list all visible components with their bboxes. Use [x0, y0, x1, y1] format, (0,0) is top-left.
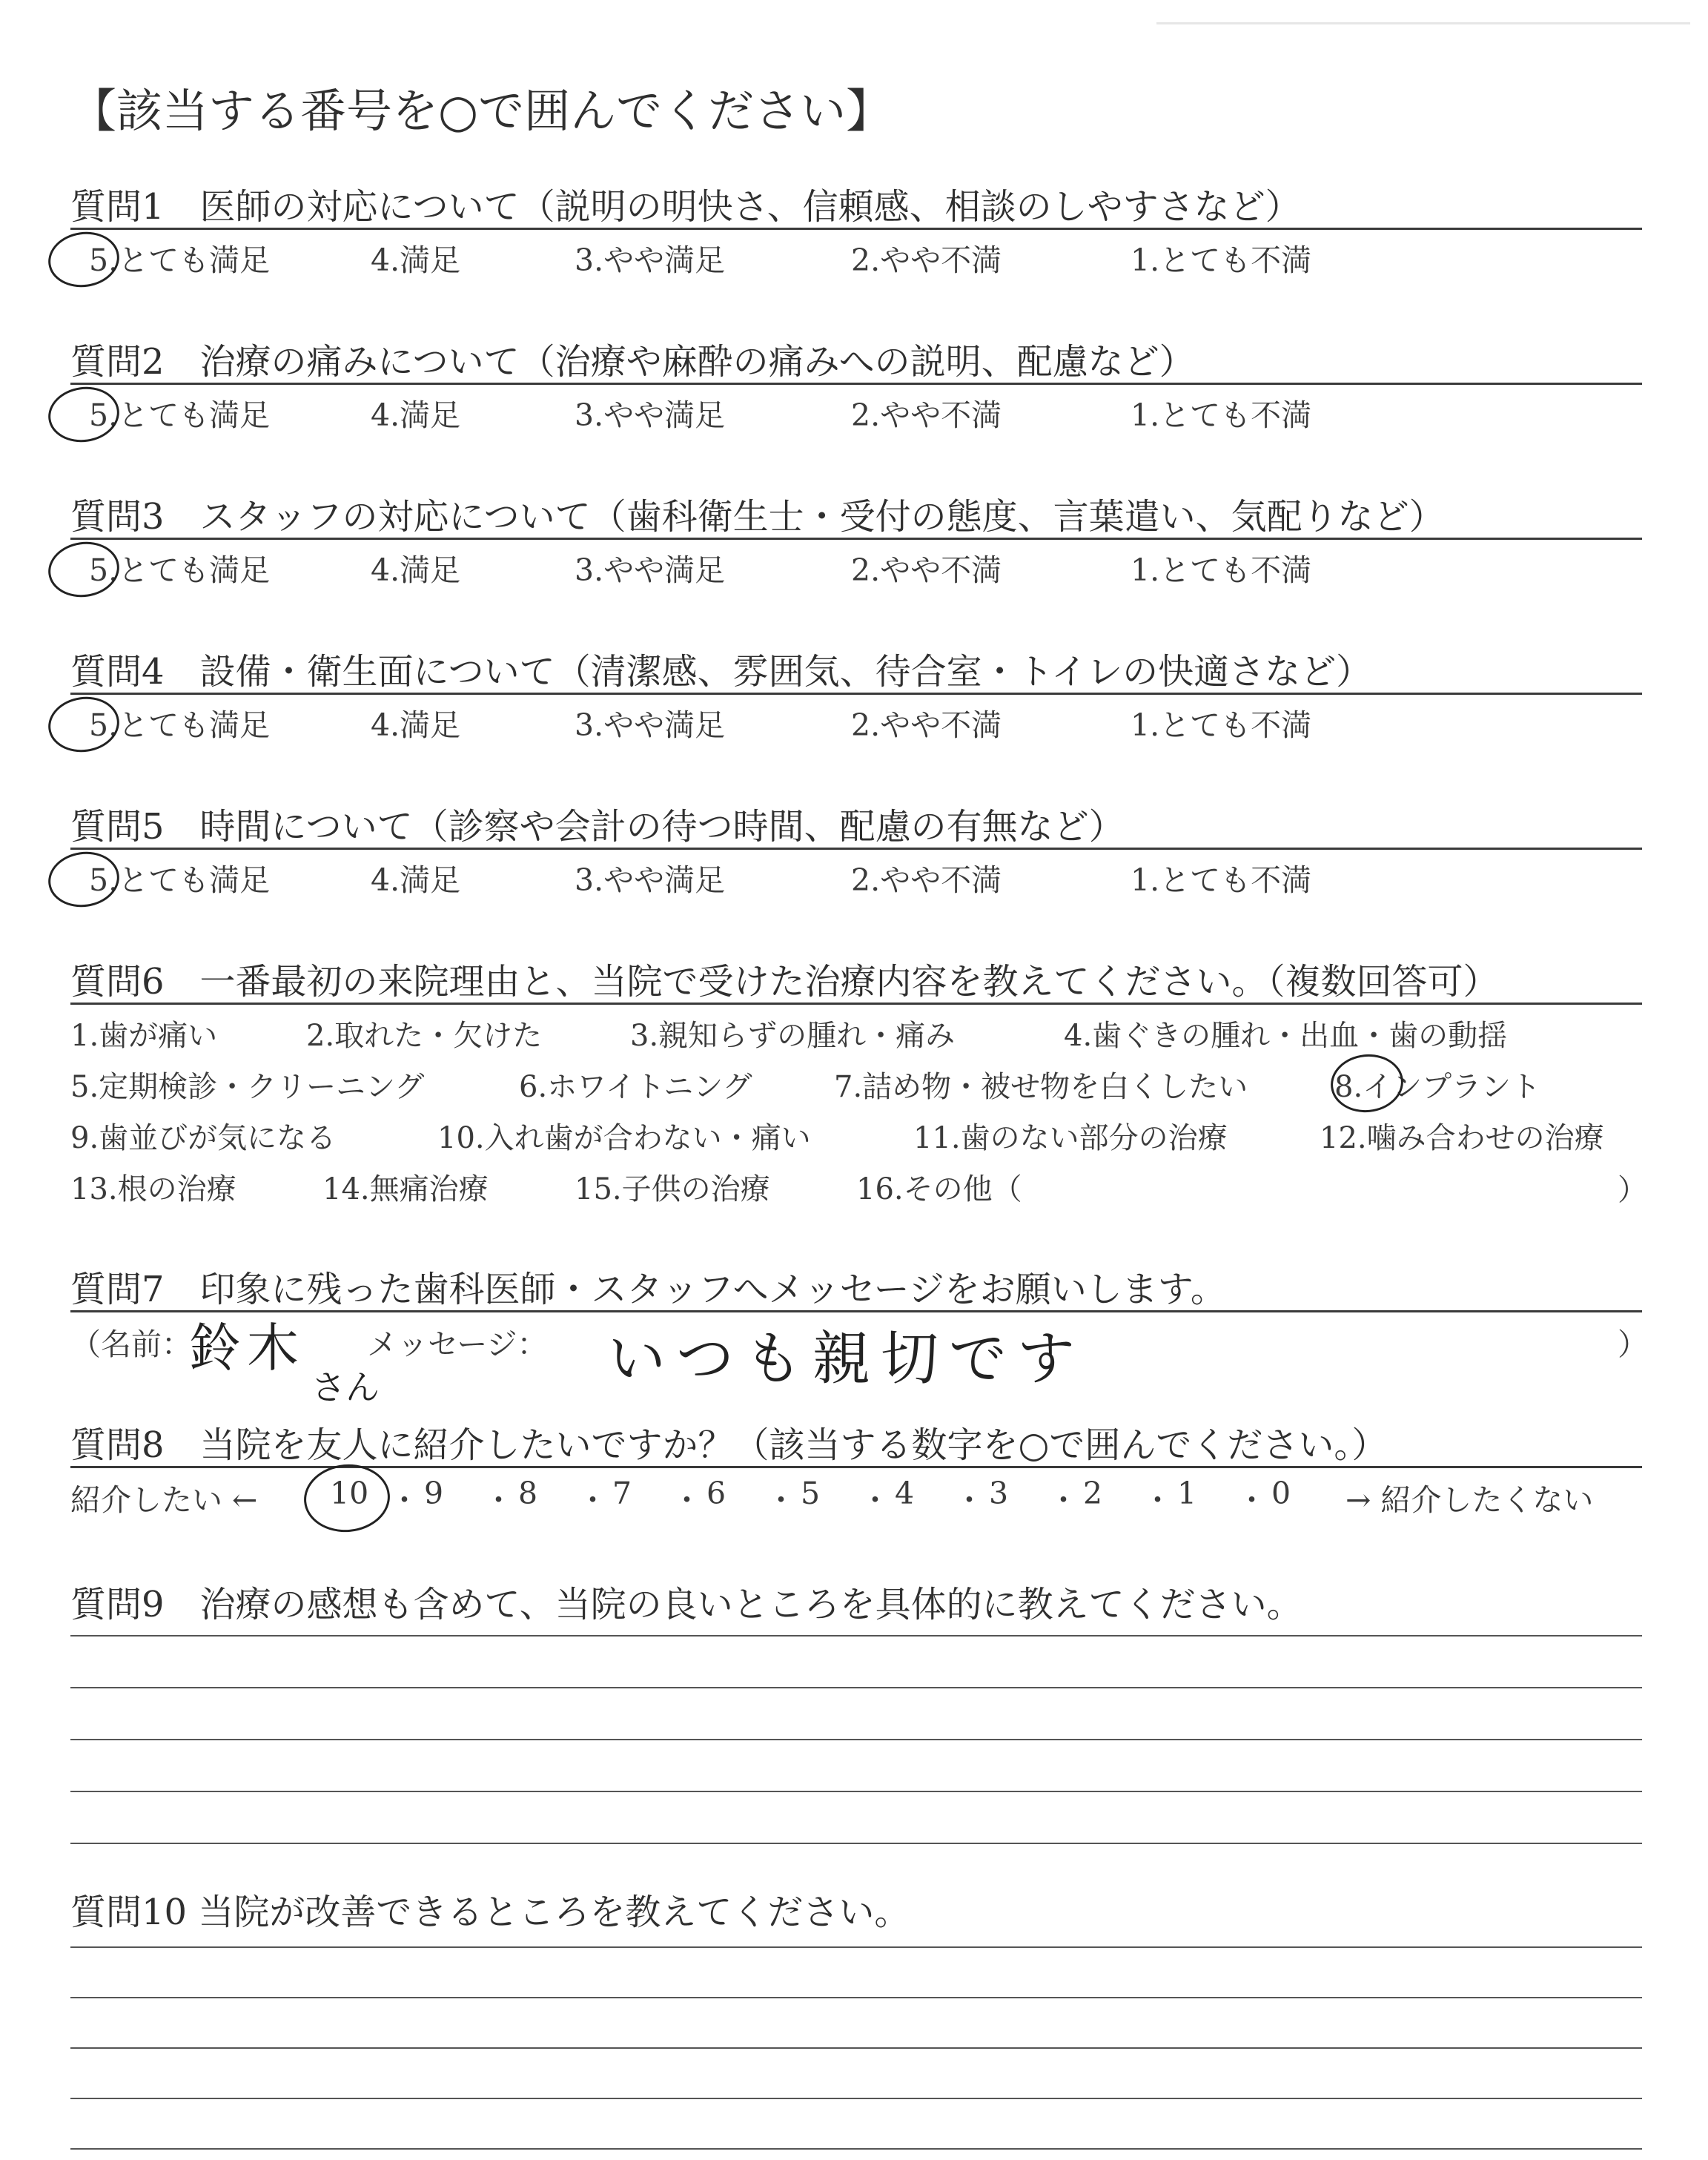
q6-option-8: 8.インプラント — [1334, 1070, 1541, 1104]
q10-answer-line — [70, 1946, 1642, 1948]
q7-message-label: メッセージ： — [367, 1327, 548, 1362]
q10-answer-line — [70, 1997, 1642, 1998]
q4-option-1: 1.とても不満 — [1131, 707, 1312, 743]
q8-scale-dot: ・ — [954, 1482, 984, 1518]
q3-option-5: 5.とても満足 — [89, 552, 271, 588]
q6-option-1: 1.歯が痛い — [70, 1019, 218, 1053]
q8-left-label: 紹介したい ← — [70, 1482, 258, 1518]
q7-name-handwritten: 鈴木 — [189, 1318, 305, 1378]
q6-option-13: 13.根の治療 — [70, 1172, 236, 1206]
q2-option-2: 2.やや不満 — [851, 397, 1002, 433]
q8-scale-5: 5 — [801, 1476, 821, 1511]
q4-option-5: 5.とても満足 — [89, 707, 271, 743]
q8-scale-dot: ・ — [1237, 1482, 1267, 1518]
q8-scale-10: 10 — [330, 1476, 369, 1511]
q7-name-suffix-handwritten: さん — [311, 1367, 380, 1407]
q9-answer-line — [70, 1791, 1642, 1792]
q10-title: 質問10 当院が改善できるところを教えてください。 — [70, 1892, 910, 1933]
q2-option-1: 1.とても不満 — [1131, 397, 1312, 433]
q8-scale-1: 1 — [1177, 1476, 1197, 1511]
q6-option-14: 14.無痛治療 — [322, 1172, 489, 1206]
q6-rule — [70, 1003, 1642, 1005]
q7-message-handwritten: いつも親切です — [608, 1326, 1086, 1393]
q8-scale-dot: ・ — [672, 1482, 702, 1518]
q6-option-7: 7.詰め物・被せ物を白くしたい — [834, 1070, 1248, 1104]
q6-other-close-paren: ） — [1618, 1173, 1647, 1207]
q6-option-3: 3.親知らずの腫れ・痛み — [630, 1019, 956, 1053]
q8-scale-0: 0 — [1271, 1476, 1291, 1511]
q8-scale-dot: ・ — [577, 1482, 608, 1518]
page-title: 【該当する番号を○で囲んでください】 — [70, 84, 893, 138]
scan-edge-line — [1156, 22, 1690, 24]
q3-title: 質問3 スタッフの対応について（歯科衛生士・受付の態度、言葉遣い、気配りなど） — [70, 496, 1445, 538]
q6-title: 質問6 一番最初の来院理由と、当院で受けた治療内容を教えてください。（複数回答可） — [70, 961, 1499, 1003]
q1-option-4: 4.満足 — [371, 242, 461, 278]
q8-scale-dot: ・ — [1048, 1482, 1079, 1518]
q3-option-1: 1.とても不満 — [1131, 552, 1312, 588]
q6-option-10: 10.入れ歯が合わない・痛い — [437, 1121, 811, 1155]
q1-option-1: 1.とても不満 — [1131, 242, 1312, 278]
q10-answer-line — [70, 2098, 1642, 2099]
q8-scale-8: 8 — [518, 1476, 538, 1511]
q4-rule — [70, 693, 1642, 695]
q2-option-4: 4.満足 — [371, 397, 461, 433]
q1-option-3: 3.やや満足 — [575, 242, 726, 278]
q6-option-5: 5.定期検診・クリーニング — [70, 1070, 425, 1104]
q6-selected-circle — [1328, 1051, 1406, 1116]
q5-option-3: 3.やや満足 — [575, 862, 726, 898]
q8-scale-2: 2 — [1083, 1476, 1103, 1511]
q8-scale-dot: ・ — [1142, 1482, 1173, 1518]
q7-name-label: （名前： — [70, 1327, 192, 1362]
q8-scale-6: 6 — [706, 1476, 726, 1511]
q4-option-4: 4.満足 — [371, 707, 461, 743]
q8-scale-dot: ・ — [389, 1482, 420, 1518]
q9-answer-line — [70, 1739, 1642, 1740]
q9-answer-line — [70, 1635, 1642, 1636]
q4-option-2: 2.やや不満 — [851, 707, 1002, 743]
q3-option-2: 2.やや不満 — [851, 552, 1002, 588]
q1-option-5: 5.とても満足 — [89, 242, 271, 278]
q6-option-2: 2.取れた・欠けた — [306, 1019, 543, 1053]
q6-option-12: 12.噛み合わせの治療 — [1320, 1121, 1604, 1155]
q2-title: 質問2 治療の痛みについて（治療や麻酔の痛みへの説明、配慮など） — [70, 341, 1195, 383]
q5-option-2: 2.やや不満 — [851, 862, 1002, 898]
q3-rule — [70, 538, 1642, 540]
q8-selected-circle — [301, 1461, 392, 1536]
q8-scale-4: 4 — [895, 1476, 915, 1511]
q1-title: 質問1 医師の対応について（説明の明快さ、信頼感、相談のしやすさなど） — [70, 186, 1301, 228]
q8-scale-dot: ・ — [766, 1482, 796, 1518]
q6-option-6: 6.ホワイトニング — [519, 1070, 752, 1104]
q10-answer-line — [70, 2148, 1642, 2150]
q5-option-5: 5.とても満足 — [89, 862, 271, 898]
q1-rule — [70, 228, 1642, 230]
q8-scale-3: 3 — [989, 1476, 1009, 1511]
q2-option-5: 5.とても満足 — [89, 397, 271, 433]
q8-right-label: → 紹介したくない — [1345, 1482, 1594, 1518]
q8-scale-7: 7 — [612, 1476, 632, 1511]
q5-title: 質問5 時間について（診察や会計の待つ時間、配慮の有無など） — [70, 806, 1125, 848]
q7-close-paren: ） — [1618, 1327, 1648, 1362]
q8-scale-9: 9 — [424, 1476, 444, 1511]
q5-option-4: 4.満足 — [371, 862, 461, 898]
q2-rule — [70, 383, 1642, 385]
q8-rule — [70, 1466, 1642, 1468]
q6-option-11: 11.歯のない部分の治療 — [913, 1121, 1228, 1155]
q3-option-4: 4.満足 — [371, 552, 461, 588]
q6-option-9: 9.歯並びが気になる — [70, 1121, 337, 1155]
q4-option-3: 3.やや満足 — [575, 707, 726, 743]
q8-scale-dot: ・ — [860, 1482, 890, 1518]
q2-option-3: 3.やや満足 — [575, 397, 726, 433]
q3-option-3: 3.やや満足 — [575, 552, 726, 588]
q4-title: 質問4 設備・衛生面について（清潔感、雰囲気、待合室・トイレの快適さなど） — [70, 651, 1372, 693]
q9-answer-line — [70, 1687, 1642, 1688]
q10-answer-line — [70, 2047, 1642, 2049]
q9-answer-line — [70, 1843, 1642, 1844]
q6-option-15: 15.子供の治療 — [575, 1172, 770, 1206]
q8-title: 質問8 当院を友人に紹介したいですか？（該当する数字を○で囲んでください。） — [70, 1424, 1388, 1466]
q9-title: 質問9 治療の感想も含めて、当院の良いところを具体的に教えてください。 — [70, 1584, 1302, 1625]
q1-option-2: 2.やや不満 — [851, 242, 1002, 278]
q6-option-16: 16.その他（ — [856, 1172, 1022, 1206]
q6-option-4: 4.歯ぐきの腫れ・出血・歯の動揺 — [1064, 1019, 1508, 1053]
q7-title: 質問7 印象に残った歯科医師・スタッフへメッセージをお願いします。 — [70, 1269, 1226, 1310]
q5-option-1: 1.とても不満 — [1131, 862, 1312, 898]
q8-scale-dot: ・ — [483, 1482, 514, 1518]
q5-rule — [70, 848, 1642, 850]
